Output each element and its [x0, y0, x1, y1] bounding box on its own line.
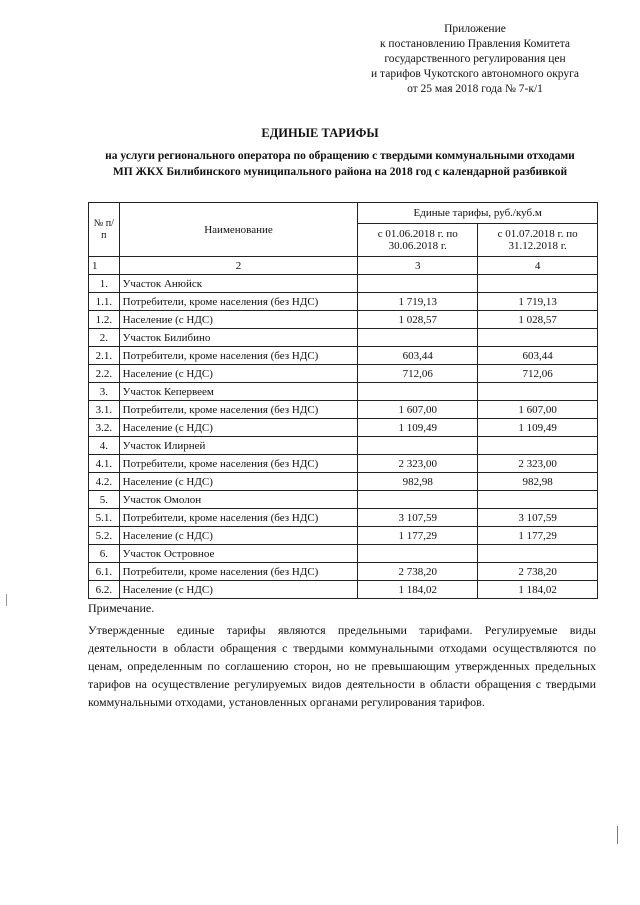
column-number: 4 — [478, 257, 598, 275]
table-row — [89, 311, 598, 329]
appendix-line: Приложение — [444, 23, 506, 35]
section-number: 2. — [89, 329, 120, 347]
section-row — [89, 383, 598, 401]
tariff-period-2-value: 1 719,13 — [478, 293, 598, 311]
document-title: ЕДИНЫЕ ТАРИФЫ — [261, 126, 379, 140]
row-number: 5.2. — [89, 527, 120, 545]
tariff-period-2-value: 1 109,49 — [478, 419, 598, 437]
tariff-period-1-value: 1 109,49 — [358, 419, 478, 437]
section-name: Участок Билибино — [119, 329, 358, 347]
row-number: 6.1. — [89, 563, 120, 581]
appendix-line: к постановлению Правления Комитета — [379, 38, 571, 50]
note-text: Утвержденные единые тарифы являются предельными тарифами. Регулируемые виды деятельности в области обращения с твердыми коммунальными отходами осуществляются по ценам, определенным по соглашению сторон, но не превышающим утвержденных предельных тарифов на осуществление регулируемых видов деятельности в области обращения с твердыми коммунальными отходами, установленных органами регулирования тарифов. — [88, 623, 596, 709]
row-name: Население (с НДС) — [119, 581, 358, 599]
subtitle-line: на услуги регионального оператора по обращению с твердыми коммунальными отходами — [105, 150, 575, 162]
section-empty-cell — [478, 545, 598, 563]
section-empty-cell — [358, 491, 478, 509]
row-name: Потребители, кроме населения (без НДС) — [119, 455, 358, 473]
subtitle-line: МП ЖКХ Билибинского муниципального района на 2018 год с календарной разбивкой — [112, 166, 568, 178]
tariff-period-2-value: 982,98 — [478, 473, 598, 491]
tariff-period-2-value: 1 607,00 — [478, 401, 598, 419]
table-row — [89, 365, 598, 383]
row-number: 1.2. — [89, 311, 120, 329]
section-empty-cell — [358, 275, 478, 293]
row-number: 2.1. — [89, 347, 120, 365]
scan-edge-mark — [6, 594, 7, 606]
table-row — [89, 581, 598, 599]
table-row — [89, 293, 598, 311]
row-name: Потребители, кроме населения (без НДС) — [119, 347, 358, 365]
appendix-line: государственного регулирования цен — [384, 53, 566, 65]
row-number: 3.2. — [89, 419, 120, 437]
table-row — [89, 509, 598, 527]
row-number: 5.1. — [89, 509, 120, 527]
section-name: Участок Анюйск — [119, 275, 358, 293]
table-row — [89, 401, 598, 419]
section-number: 5. — [89, 491, 120, 509]
section-empty-cell — [478, 491, 598, 509]
section-name: Участок Илирней — [119, 437, 358, 455]
tariff-period-2-value: 603,44 — [478, 347, 598, 365]
section-row — [89, 437, 598, 455]
tariff-period-2-value: 2 323,00 — [478, 455, 598, 473]
row-number: 4.2. — [89, 473, 120, 491]
tariffs-table — [88, 202, 598, 599]
tariff-period-2-value: 1 184,02 — [478, 581, 598, 599]
section-empty-cell — [358, 383, 478, 401]
tariff-period-1-value: 2 323,00 — [358, 455, 478, 473]
tariff-period-1-value: 3 107,59 — [358, 509, 478, 527]
table-row — [89, 527, 598, 545]
document-subtitle — [70, 148, 610, 180]
row-name: Население (с НДС) — [119, 311, 358, 329]
row-name: Потребители, кроме населения (без НДС) — [119, 509, 358, 527]
tariff-period-1-value: 2 738,20 — [358, 563, 478, 581]
appendix-line: и тарифов Чукотского автономного округа — [371, 68, 579, 80]
row-name: Потребители, кроме населения (без НДС) — [119, 563, 358, 581]
appendix-line: от 25 мая 2018 года № 7-к/1 — [407, 83, 543, 95]
tariff-period-2-value: 3 107,59 — [478, 509, 598, 527]
table-row — [89, 455, 598, 473]
header-tariffs: Единые тарифы, руб./куб.м — [358, 203, 598, 224]
section-row — [89, 545, 598, 563]
section-row — [89, 491, 598, 509]
row-number: 6.2. — [89, 581, 120, 599]
column-number: 2 — [119, 257, 358, 275]
tariff-period-1-value: 603,44 — [358, 347, 478, 365]
row-number: 1.1. — [89, 293, 120, 311]
tariff-period-1-value: 1 028,57 — [358, 311, 478, 329]
section-name: Участок Омолон — [119, 491, 358, 509]
tariff-period-1-value: 1 607,00 — [358, 401, 478, 419]
section-row — [89, 329, 598, 347]
appendix-header — [330, 22, 620, 97]
tariff-period-2-value: 712,06 — [478, 365, 598, 383]
row-name: Потребители, кроме населения (без НДС) — [119, 401, 358, 419]
tariff-period-1-value: 1 184,02 — [358, 581, 478, 599]
section-empty-cell — [478, 275, 598, 293]
row-name: Население (с НДС) — [119, 419, 358, 437]
header-period-1: с 01.06.2018 г. по 30.06.2018 г. — [358, 224, 478, 257]
tariff-period-1-value: 1 719,13 — [358, 293, 478, 311]
section-name: Участок Островное — [119, 545, 358, 563]
row-name: Население (с НДС) — [119, 365, 358, 383]
section-empty-cell — [358, 329, 478, 347]
header-num: № п/п — [89, 203, 120, 257]
column-number: 3 — [358, 257, 478, 275]
row-name: Население (с НДС) — [119, 527, 358, 545]
table-header-row — [89, 203, 598, 224]
column-number: 1 — [89, 257, 120, 275]
table-row — [89, 419, 598, 437]
section-number: 6. — [89, 545, 120, 563]
section-name: Участок Кепервеем — [119, 383, 358, 401]
scan-edge-mark — [617, 826, 618, 844]
table-column-numbers-row — [89, 257, 598, 275]
table-row — [89, 563, 598, 581]
tariff-period-1-value: 982,98 — [358, 473, 478, 491]
note-heading: Примечание. — [88, 601, 155, 615]
section-number: 3. — [89, 383, 120, 401]
section-row — [89, 275, 598, 293]
row-number: 4.1. — [89, 455, 120, 473]
table-row — [89, 473, 598, 491]
row-number: 3.1. — [89, 401, 120, 419]
section-empty-cell — [478, 383, 598, 401]
tariff-period-2-value: 1 028,57 — [478, 311, 598, 329]
header-period-2: с 01.07.2018 г. по 31.12.2018 г. — [478, 224, 598, 257]
section-empty-cell — [478, 437, 598, 455]
row-name: Население (с НДС) — [119, 473, 358, 491]
section-empty-cell — [358, 545, 478, 563]
tariff-period-2-value: 2 738,20 — [478, 563, 598, 581]
section-empty-cell — [478, 329, 598, 347]
section-empty-cell — [358, 437, 478, 455]
section-number: 1. — [89, 275, 120, 293]
tariff-period-1-value: 712,06 — [358, 365, 478, 383]
row-name: Потребители, кроме населения (без НДС) — [119, 293, 358, 311]
tariff-period-1-value: 1 177,29 — [358, 527, 478, 545]
row-number: 2.2. — [89, 365, 120, 383]
table-row — [89, 347, 598, 365]
section-number: 4. — [89, 437, 120, 455]
header-name: Наименование — [119, 203, 358, 257]
tariff-period-2-value: 1 177,29 — [478, 527, 598, 545]
